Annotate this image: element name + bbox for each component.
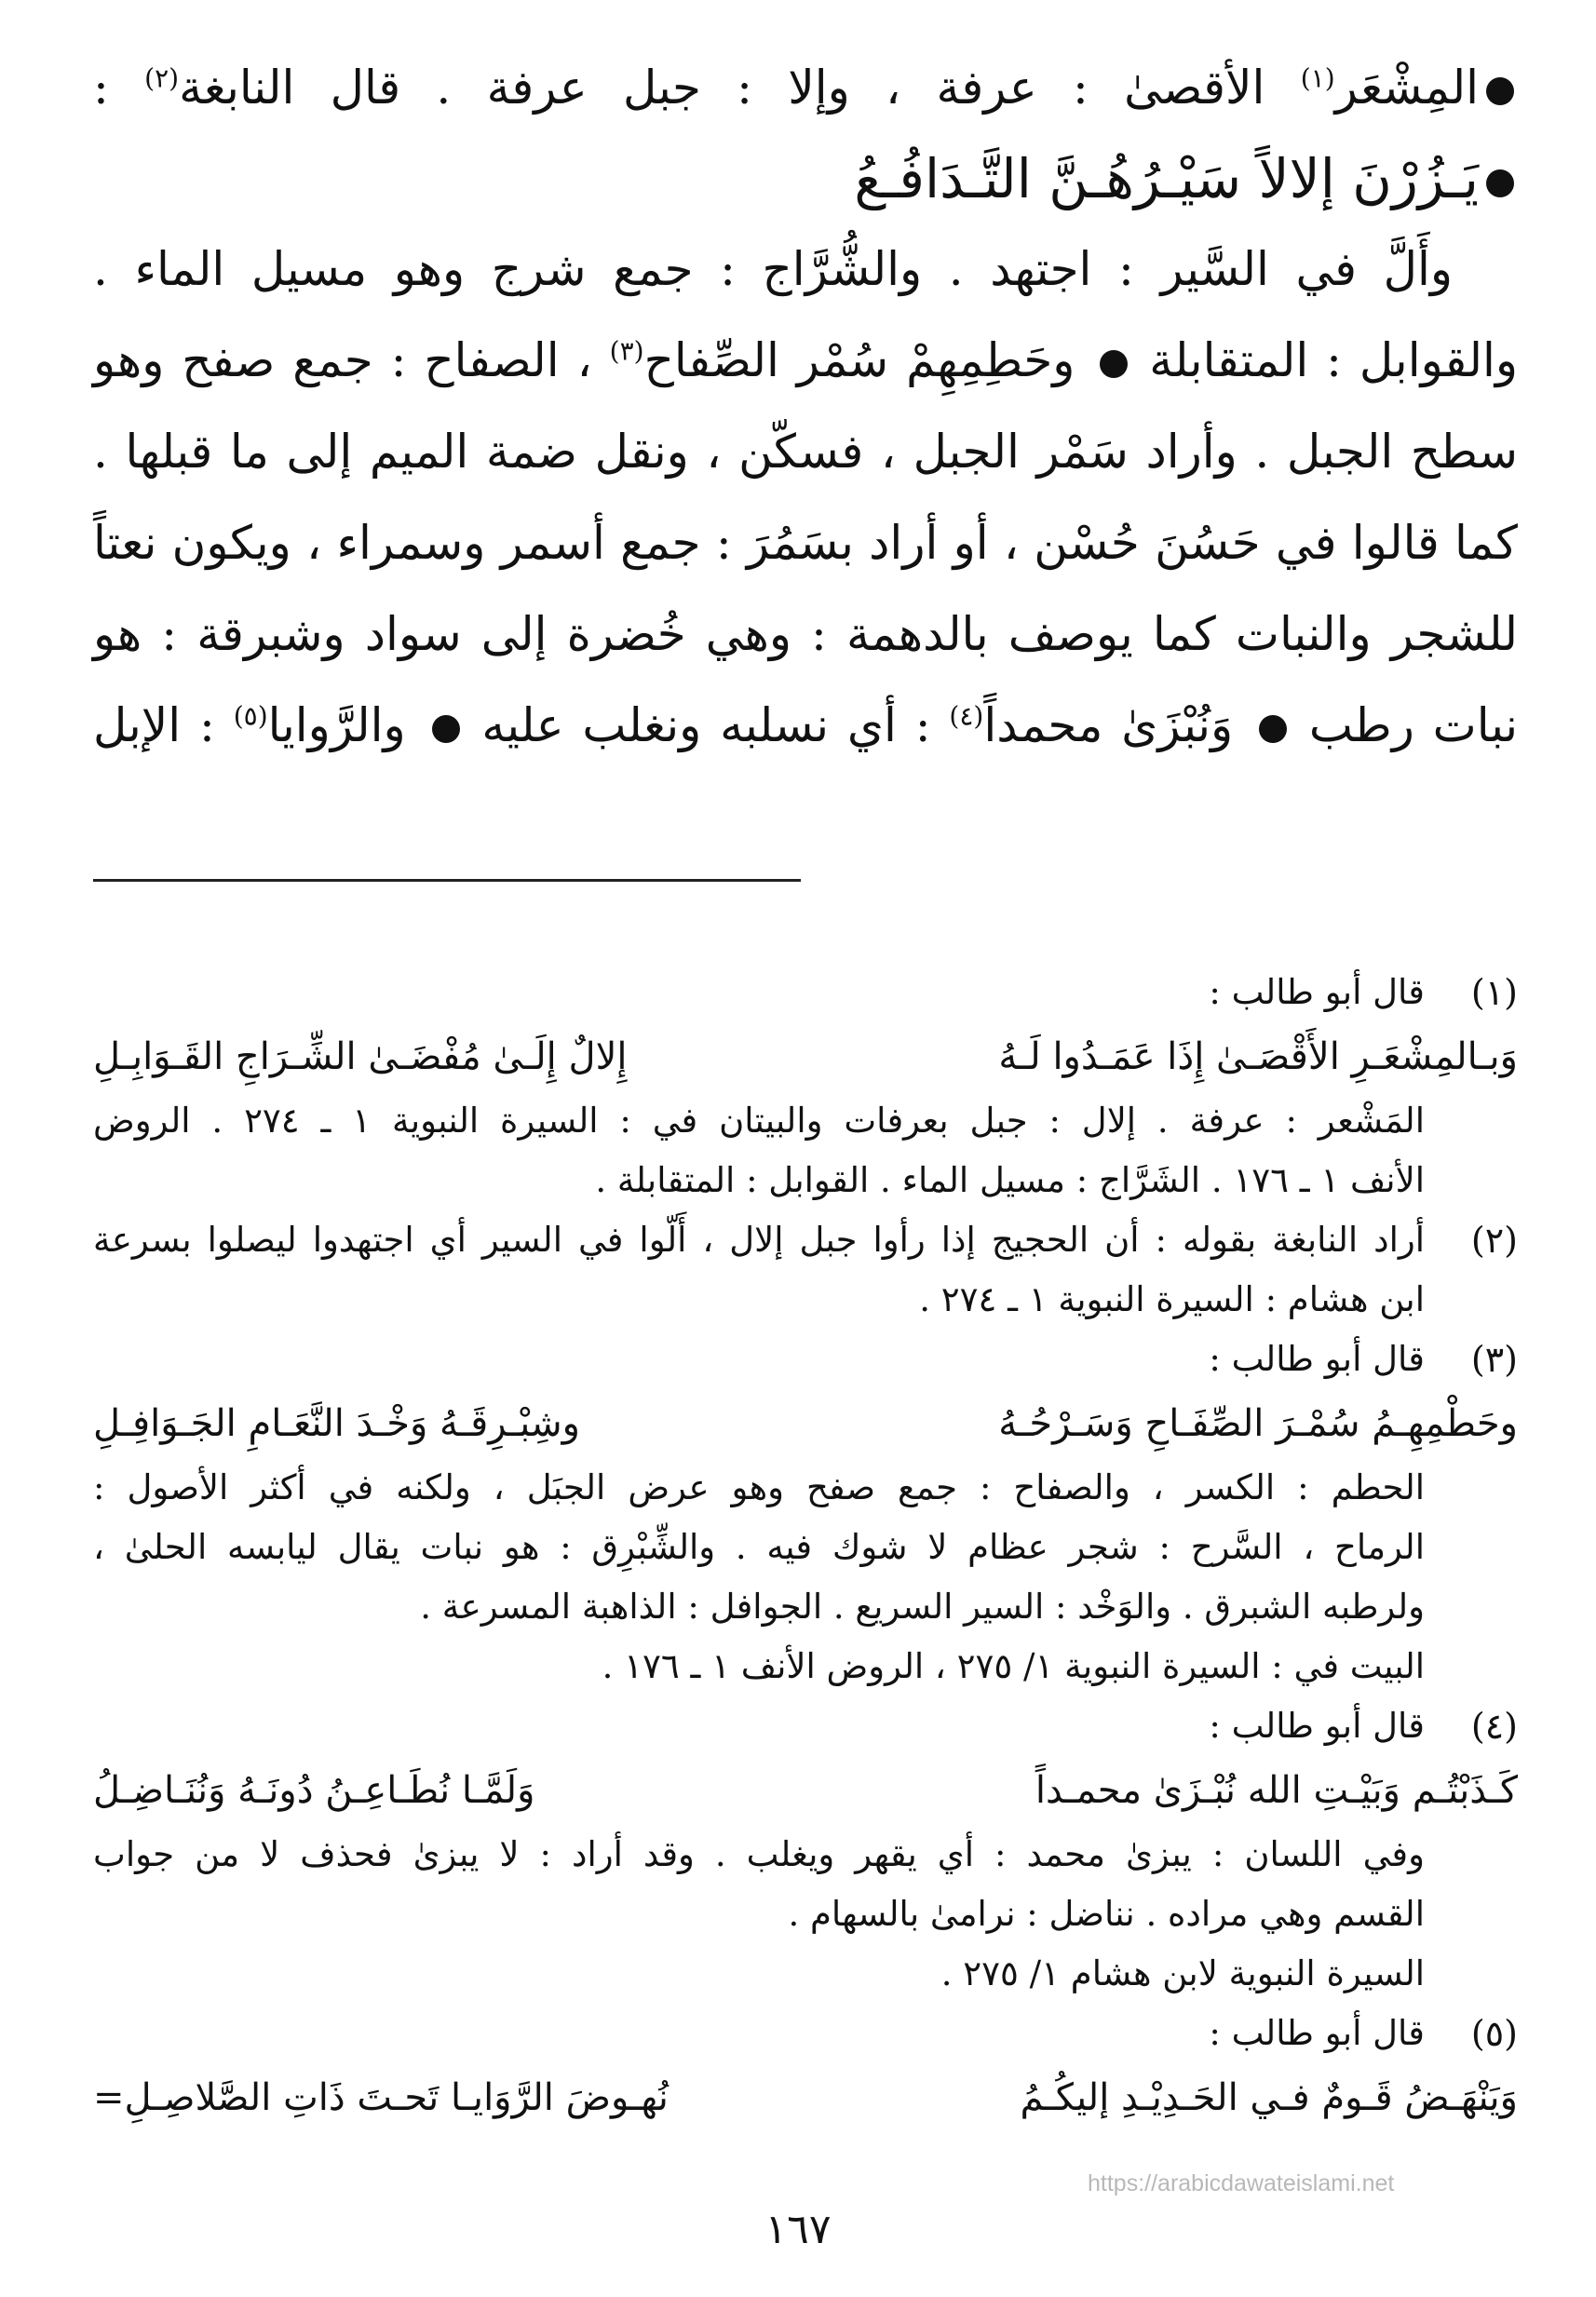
text-run: ، الصفاح : جمع صفح وهو — [93, 333, 610, 387]
main-line-3: وأَلَّ في السَّير : اجتهد . والشُّرَّاج : جمع شرج وهو مسيل الماء . — [93, 242, 1453, 296]
footnote-ref: (٥) — [233, 700, 268, 732]
footnote-intro: قال أبو طالب : — [1209, 1339, 1425, 1379]
text-run: وَنُبْزَىٰ محمداً — [983, 698, 1251, 752]
hemistich-second: وشِبْـرِقَـهُ وَخْـدَ النَّعَـامِ الجَـوَافِـلِ — [93, 1402, 580, 1445]
hemistich-first: كَـذَبْتُـم وَبَيْـتِ الله نُبْـزَىٰ محمـداً — [1035, 1769, 1518, 1812]
poem-verse — [93, 1756, 1518, 1825]
bullet-icon — [1100, 350, 1128, 378]
bullet-icon — [1259, 715, 1287, 743]
footnote-line: المَشْعر : عرفة . إلال : جبل بعرفات والبيتان في : السيرة النبوية ١ ـ ٢٧٤ . الروض — [93, 1101, 1425, 1141]
footnote-line: السيرة النبوية لابن هشام ١/ ٢٧٥ . — [940, 1953, 1425, 1993]
text-run: وحَطِمِهِمْ سُمْر الصِّفاح — [643, 333, 1093, 387]
main-line-8 — [93, 680, 1518, 771]
footnote-line: ابن هشام : السيرة النبوية ١ ـ ٢٧٤ . — [919, 1279, 1425, 1319]
footnote-number: (٣) — [1470, 1339, 1518, 1380]
footnote-number: (٥) — [1470, 2013, 1518, 2054]
footnote-ref: (١) — [1300, 62, 1335, 94]
footnotes — [93, 963, 1518, 2132]
footnote-number: (٢) — [1470, 1220, 1518, 1261]
verse-text: يَـزُرْنَ إلالاً سَيْـرُهُـنَّ التَّـدَافُـعُ — [854, 147, 1479, 210]
footnote-ref: (٤) — [949, 700, 984, 732]
footnote-line: ولرطبه الشبرق . والوَخْد : السير السريع . الجوافل : الذاهبة المسرعة . — [420, 1587, 1425, 1627]
footnote-number: (٤) — [1470, 1706, 1518, 1747]
footnote-line: أراد النابغة بقوله : أن الحجيج إذا رأوا جبل إلال ، أَلّوا في السير أي اجتهدوا ليصلوا بسرعة — [93, 1220, 1425, 1260]
footnote-3 — [93, 1330, 1518, 1696]
poem-verse — [93, 2063, 1518, 2132]
footnote-5 — [93, 2004, 1518, 2132]
poem-verse — [93, 1022, 1518, 1091]
text-run: : — [93, 61, 145, 115]
footnote-line: الرماح ، السَّرح : شجر عظام لا شوك فيه . والشِّبْرِق : هو نبات يقال ليابسه الحلىٰ ، — [93, 1527, 1425, 1567]
hemistich-first: وَبـالمِشْعَـرِ الأَقْصَـىٰ إِذَا عَمَـدُوا لَـهُ — [998, 1035, 1518, 1078]
footnote-line: البيت في : السيرة النبوية ١/ ٢٧٥ ، الروض الأنف ١ ـ ١٧٦ . — [602, 1646, 1425, 1686]
main-line-4 — [93, 315, 1518, 406]
main-line-2 — [93, 134, 1518, 223]
text-run: الأقصىٰ : عرفة ، وإلا : جبل عرفة . قال النابغة — [179, 61, 1301, 115]
poem-verse — [93, 1389, 1518, 1458]
footnote-separator — [93, 879, 801, 882]
page-content — [93, 41, 1518, 2119]
footnote-line: القسم وهي مراده . نناضل : نرامىٰ بالسهام . — [788, 1894, 1425, 1934]
footnote-4 — [93, 1696, 1518, 2004]
page-number: ١٦٧ — [764, 2206, 832, 2253]
footnote-ref: (٢) — [144, 62, 180, 94]
footnote-intro: قال أبو طالب : — [1209, 972, 1425, 1012]
bullet-icon — [1486, 77, 1514, 105]
text-run: المِشْعَر — [1334, 61, 1479, 115]
text-run: : الإبل — [93, 698, 234, 752]
hemistich-second: وَلَمَّـا نُطَـاعِـنُ دُونَـهُ وَنُنَـاضِـلُ — [93, 1769, 535, 1812]
bullet-icon — [1486, 169, 1514, 197]
hemistich-first: وحَطْمِهِـمُ سُمْـرَ الصِّفَـاحِ وَسَـرْحُـهُ — [998, 1402, 1518, 1445]
footnote-line: الحطم : الكسر ، والصفاح : جمع صفح وهو عرض الجبَل ، ولكنه في أكثر الأصول : — [93, 1467, 1425, 1507]
text-run: والرَّوايا — [267, 698, 425, 752]
footnote-line: الأنف ١ ـ ١٧٦ . الشَرَّاج : مسيل الماء . القوابل : المتقابلة . — [595, 1160, 1425, 1200]
footnote-intro: قال أبو طالب : — [1209, 1706, 1425, 1746]
hemistich-first: وَيَنْهَـضُ قَـومٌ فـي الحَـدِيْـدِ إليكُـمُ — [1020, 2076, 1518, 2119]
text-run: : أي نسلبه ونغلب عليه — [481, 698, 950, 752]
footnote-intro: قال أبو طالب : — [1209, 2013, 1425, 2053]
bullet-icon — [432, 715, 460, 743]
footnote-line: وفي اللسان : يبزىٰ محمد : أي يقهر ويغلب . وقد أراد : لا يبزىٰ فحذف لا من جواب — [93, 1834, 1425, 1874]
main-line-5: سطح الجبل . وأراد سَمْر الجبل ، فسكّن ، ونقل ضمة الميم إلى ما قبلها . — [93, 425, 1518, 479]
watermark-url: https://arabicdawateislami.net — [1088, 2170, 1395, 2196]
footnote-2 — [93, 1210, 1518, 1330]
text-run: والقوابل : المتقابلة — [1149, 333, 1518, 387]
hemistich-second: نُهـوضَ الرَّوَايـا تَحـتَ ذَاتِ الصَّلاصِـلِ= — [93, 2076, 669, 2119]
footnote-1 — [93, 963, 1518, 1210]
main-line-7: للشجر والنبات كما يوصف بالدهمة : وهي خُضرة إلى سواد وشبرقة : هو — [93, 607, 1518, 661]
main-line-6: كما قالوا في حَسُنَ حُسْن ، أو أراد بسَمُرَ : جمع أسمر وسمراء ، ويكون نعتاً — [93, 516, 1518, 570]
text-run: نبات رطب — [1308, 698, 1518, 752]
footnote-number: (١) — [1470, 972, 1518, 1013]
main-line-1 — [93, 41, 1518, 134]
footnote-ref: (٣) — [609, 335, 644, 367]
hemistich-second: إِلالٌ إِلَـىٰ مُفْضَـىٰ الشِّـرَاجِ القَـوَابِـلِ — [93, 1035, 628, 1078]
